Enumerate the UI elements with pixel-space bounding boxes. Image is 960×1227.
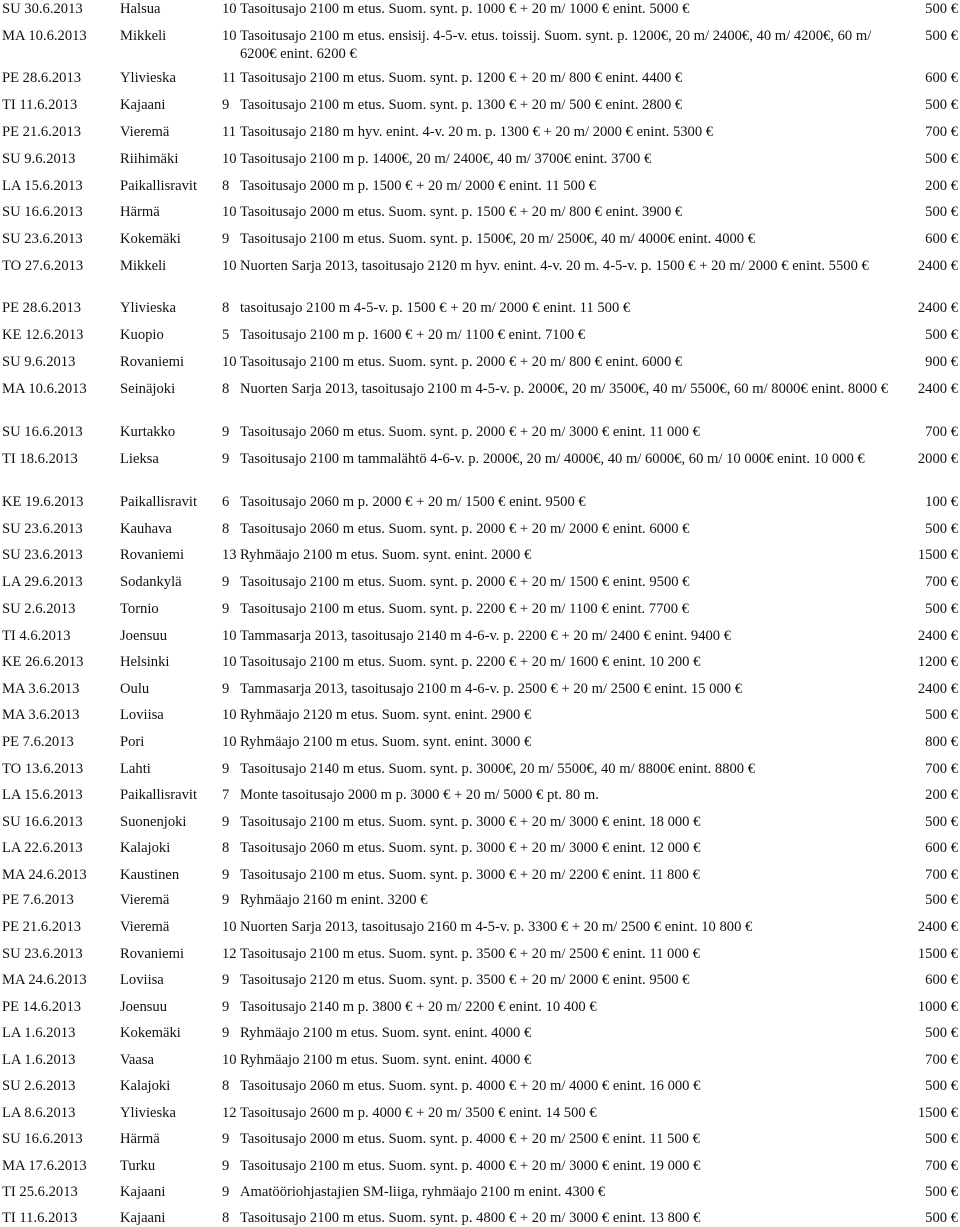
race-description-cell: Nuorten Sarja 2013, tasoitusajo 2120 m hyv. enint. 4-v. 20 m. 4-5-v. p. 1500 € + 20 m/ 2000 € enint. 5500 € xyxy=(240,258,869,274)
date-cell: SU 23.6.2013 xyxy=(2,946,83,962)
entries-cell: 9 xyxy=(222,972,230,988)
place-cell: Lahti xyxy=(120,761,151,777)
place-cell: Kalajoki xyxy=(120,1078,171,1094)
place-cell: Rovaniemi xyxy=(120,946,185,962)
entries-cell: 9 xyxy=(222,97,230,113)
prize-cell: 2400 € xyxy=(917,381,958,397)
race-description-cell: Tasoitusajo 2100 m p. 1400€, 20 m/ 2400€, 40 m/ 3700€ enint. 3700 € xyxy=(240,151,652,167)
prize-cell: 500 € xyxy=(925,814,958,830)
entries-cell: 9 xyxy=(222,574,230,590)
prize-cell: 2400 € xyxy=(917,919,958,935)
place-cell: Kuopio xyxy=(120,327,164,343)
entries-cell: 9 xyxy=(222,681,230,697)
place-cell: Suonenjoki xyxy=(120,814,187,830)
race-description-cell: Tasoitusajo 2100 m tammalähtö 4-6-v. p. 2000€, 20 m/ 4000€, 40 m/ 6000€, 60 m/ 10 000€ enint. 10 000 € xyxy=(240,451,865,467)
race-description-cell: Tasoitusajo 2100 m etus. Suom. synt. p. 1300 € + 20 m/ 500 € enint. 2800 € xyxy=(240,97,683,113)
entries-cell: 13 xyxy=(222,547,237,563)
prize-cell: 100 € xyxy=(925,494,958,510)
place-cell: Joensuu xyxy=(120,999,168,1015)
prize-cell: 600 € xyxy=(925,231,958,247)
race-description-cell: Tasoitusajo 2000 m etus. Suom. synt. p. 4000 € + 20 m/ 2500 € enint. 11 500 € xyxy=(240,1131,700,1147)
race-description-cell: Tasoitusajo 2100 m etus. Suom. synt. p. 2200 € + 20 m/ 1600 € enint. 10 200 € xyxy=(240,654,701,670)
entries-cell: 9 xyxy=(222,601,230,617)
date-cell: KE 12.6.2013 xyxy=(2,327,84,343)
date-cell: LA 1.6.2013 xyxy=(2,1025,76,1041)
place-cell: Härmä xyxy=(120,204,160,220)
race-description-cell: tasoitusajo 2100 m 4-5-v. p. 1500 € + 20 m/ 2000 € enint. 11 500 € xyxy=(240,300,631,316)
prize-cell: 500 € xyxy=(925,204,958,220)
date-cell: LA 8.6.2013 xyxy=(2,1105,76,1121)
race-description-cell: Tasoitusajo 2140 m p. 3800 € + 20 m/ 2200 € enint. 10 400 € xyxy=(240,999,597,1015)
entries-cell: 9 xyxy=(222,1158,230,1174)
place-cell: Loviisa xyxy=(120,707,164,723)
date-cell: PE 21.6.2013 xyxy=(2,124,82,140)
race-description-cell: Tasoitusajo 2100 m etus. Suom. synt. p. 2000 € + 20 m/ 1500 € enint. 9500 € xyxy=(240,574,690,590)
prize-cell: 600 € xyxy=(925,70,958,86)
entries-cell: 11 xyxy=(222,124,237,140)
race-description-cell: Tasoitusajo 2060 m p. 2000 € + 20 m/ 1500 € enint. 9500 € xyxy=(240,494,586,510)
prize-cell: 1200 € xyxy=(917,654,958,670)
entries-cell: 9 xyxy=(222,1184,230,1200)
entries-cell: 10 xyxy=(222,734,237,750)
date-cell: LA 29.6.2013 xyxy=(2,574,83,590)
date-cell: PE 7.6.2013 xyxy=(2,734,74,750)
place-cell: Vieremä xyxy=(120,892,170,908)
race-description-cell: Tasoitusajo 2100 m etus. ensisij. 4-5-v. etus. toissij. Suom. synt. p. 1200€, 20 m/ 2400€, 40 m/ 4200€, 60 m/ 6200€ enint. 6200 € xyxy=(240,28,872,62)
prize-cell: 2400 € xyxy=(917,300,958,316)
race-description-cell: Tasoitusajo 2100 m etus. Suom. synt. p. 1500€, 20 m/ 2500€, 40 m/ 4000€ enint. 4000 € xyxy=(240,231,756,247)
date-cell: MA 3.6.2013 xyxy=(2,707,80,723)
date-cell: LA 1.6.2013 xyxy=(2,1052,76,1068)
entries-cell: 8 xyxy=(222,1210,230,1226)
date-cell: SU 23.6.2013 xyxy=(2,521,83,537)
place-cell: Pori xyxy=(120,734,145,750)
place-cell: Ylivieska xyxy=(120,70,176,86)
date-cell: TO 13.6.2013 xyxy=(2,761,84,777)
place-cell: Kajaani xyxy=(120,1210,166,1226)
place-cell: Halsua xyxy=(120,1,161,17)
entries-cell: 8 xyxy=(222,300,230,316)
prize-cell: 500 € xyxy=(925,1184,958,1200)
prize-cell: 700 € xyxy=(925,424,958,440)
date-cell: SU 2.6.2013 xyxy=(2,601,76,617)
race-description-cell: Tasoitusajo 2120 m etus. Suom. synt. p. 3500 € + 20 m/ 2000 € enint. 9500 € xyxy=(240,972,690,988)
race-description-cell: Tasoitusajo 2000 m etus. Suom. synt. p. 1500 € + 20 m/ 800 € enint. 3900 € xyxy=(240,204,683,220)
prize-cell: 500 € xyxy=(925,151,958,167)
prize-cell: 1500 € xyxy=(917,1105,958,1121)
place-cell: Kurtakko xyxy=(120,424,176,440)
race-description-cell: Tasoitusajo 2100 m etus. Suom. synt. p. 3500 € + 20 m/ 2500 € enint. 11 000 € xyxy=(240,946,700,962)
prize-cell: 1000 € xyxy=(917,999,958,1015)
date-cell: SU 23.6.2013 xyxy=(2,231,83,247)
place-cell: Rovaniemi xyxy=(120,354,185,370)
date-cell: PE 14.6.2013 xyxy=(2,999,82,1015)
place-cell: Paikallisravit xyxy=(120,178,198,194)
race-description-cell: Tasoitusajo 2000 m p. 1500 € + 20 m/ 2000 € enint. 11 500 € xyxy=(240,178,597,194)
race-description-cell: Tasoitusajo 2100 m etus. Suom. synt. p. 4000 € + 20 m/ 3000 € enint. 19 000 € xyxy=(240,1158,701,1174)
entries-cell: 10 xyxy=(222,1052,237,1068)
place-cell: Sodankylä xyxy=(120,574,182,590)
race-description-cell: Tasoitusajo 2100 m etus. Suom. synt. p. 3000 € + 20 m/ 2200 € enint. 11 800 € xyxy=(240,867,700,883)
entries-cell: 9 xyxy=(222,761,230,777)
entries-cell: 9 xyxy=(222,867,230,883)
place-cell: Paikallisravit xyxy=(120,787,198,803)
prize-cell: 1500 € xyxy=(917,946,958,962)
prize-cell: 500 € xyxy=(925,1025,958,1041)
prize-cell: 2400 € xyxy=(917,258,958,274)
entries-cell: 5 xyxy=(222,327,230,343)
date-cell: LA 15.6.2013 xyxy=(2,178,83,194)
race-description-cell: Tasoitusajo 2100 m p. 1600 € + 20 m/ 1100 € enint. 7100 € xyxy=(240,327,586,343)
prize-cell: 500 € xyxy=(925,601,958,617)
race-description-cell: Tasoitusajo 2180 m hyv. enint. 4-v. 20 m. p. 1300 € + 20 m/ 2000 € enint. 5300 € xyxy=(240,124,714,140)
place-cell: Turku xyxy=(120,1158,156,1174)
place-cell: Joensuu xyxy=(120,628,168,644)
entries-cell: 10 xyxy=(222,258,237,274)
date-cell: SU 16.6.2013 xyxy=(2,204,83,220)
entries-cell: 6 xyxy=(222,494,230,510)
race-description-cell: Ryhmäajo 2100 m etus. Suom. synt. enint. 4000 € xyxy=(240,1052,532,1068)
race-description-cell: Ryhmäajo 2100 m etus. Suom. synt. enint. 4000 € xyxy=(240,1025,532,1041)
entries-cell: 12 xyxy=(222,946,237,962)
prize-cell: 500 € xyxy=(925,97,958,113)
entries-cell: 9 xyxy=(222,892,230,908)
date-cell: LA 22.6.2013 xyxy=(2,840,83,856)
place-cell: Helsinki xyxy=(120,654,170,670)
race-description-cell: Tasoitusajo 2060 m etus. Suom. synt. p. 4000 € + 20 m/ 4000 € enint. 16 000 € xyxy=(240,1078,701,1094)
entries-cell: 10 xyxy=(222,1,237,17)
place-cell: Vieremä xyxy=(120,919,170,935)
entries-cell: 8 xyxy=(222,521,230,537)
place-cell: Lieksa xyxy=(120,451,159,467)
entries-cell: 8 xyxy=(222,1078,230,1094)
place-cell: Kokemäki xyxy=(120,1025,181,1041)
entries-cell: 7 xyxy=(222,787,230,803)
prize-cell: 700 € xyxy=(925,1158,958,1174)
date-cell: SU 16.6.2013 xyxy=(2,424,83,440)
prize-cell: 500 € xyxy=(925,1,958,17)
race-description-cell: Ryhmäajo 2100 m etus. Suom. synt. enint. 2000 € xyxy=(240,547,532,563)
prize-cell: 500 € xyxy=(925,892,958,908)
prize-cell: 900 € xyxy=(925,354,958,370)
entries-cell: 10 xyxy=(222,628,237,644)
date-cell: SU 2.6.2013 xyxy=(2,1078,76,1094)
prize-cell: 200 € xyxy=(925,787,958,803)
date-cell: SU 30.6.2013 xyxy=(2,1,83,17)
place-cell: Kajaani xyxy=(120,97,166,113)
race-description-cell: Tasoitusajo 2100 m etus. Suom. synt. p. 1000 € + 20 m/ 1000 € enint. 5000 € xyxy=(240,1,690,17)
prize-cell: 500 € xyxy=(925,521,958,537)
entries-cell: 10 xyxy=(222,204,237,220)
place-cell: Härmä xyxy=(120,1131,160,1147)
race-description-cell: Tasoitusajo 2600 m p. 4000 € + 20 m/ 3500 € enint. 14 500 € xyxy=(240,1105,597,1121)
race-description-cell: Tasoitusajo 2100 m etus. Suom. synt. p. 2200 € + 20 m/ 1100 € enint. 7700 € xyxy=(240,601,689,617)
entries-cell: 10 xyxy=(222,654,237,670)
place-cell: Rovaniemi xyxy=(120,547,185,563)
race-description-cell: Tasoitusajo 2060 m etus. Suom. synt. p. 2000 € + 20 m/ 3000 € enint. 11 000 € xyxy=(240,424,700,440)
entries-cell: 10 xyxy=(222,354,237,370)
entries-cell: 9 xyxy=(222,999,230,1015)
prize-cell: 2000 € xyxy=(917,451,958,467)
entries-cell: 8 xyxy=(222,178,230,194)
place-cell: Loviisa xyxy=(120,972,164,988)
date-cell: MA 10.6.2013 xyxy=(2,28,87,44)
date-cell: SU 23.6.2013 xyxy=(2,547,83,563)
race-description-cell: Monte tasoitusajo 2000 m p. 3000 € + 20 m/ 5000 € pt. 80 m. xyxy=(240,787,599,803)
date-cell: TO 27.6.2013 xyxy=(2,258,84,274)
entries-cell: 10 xyxy=(222,919,237,935)
date-cell: MA 10.6.2013 xyxy=(2,381,87,397)
date-cell: MA 24.6.2013 xyxy=(2,972,87,988)
date-cell: TI 11.6.2013 xyxy=(2,97,78,113)
date-cell: TI 11.6.2013 xyxy=(2,1210,78,1226)
entries-cell: 10 xyxy=(222,707,237,723)
date-cell: MA 3.6.2013 xyxy=(2,681,80,697)
prize-cell: 2400 € xyxy=(917,628,958,644)
race-description-cell: Tasoitusajo 2100 m etus. Suom. synt. p. 3000 € + 20 m/ 3000 € enint. 18 000 € xyxy=(240,814,701,830)
date-cell: SU 16.6.2013 xyxy=(2,814,83,830)
race-description-cell: Nuorten Sarja 2013, tasoitusajo 2100 m 4-5-v. p. 2000€, 20 m/ 3500€, 40 m/ 5500€, 60 m/ 8000€ enint. 8000 € xyxy=(240,381,889,397)
place-cell: Mikkeli xyxy=(120,28,167,44)
date-cell: PE 28.6.2013 xyxy=(2,70,82,86)
date-cell: KE 26.6.2013 xyxy=(2,654,84,670)
date-cell: TI 18.6.2013 xyxy=(2,451,78,467)
prize-cell: 500 € xyxy=(925,1078,958,1094)
race-description-cell: Tasoitusajo 2140 m etus. Suom. synt. p. 3000€, 20 m/ 5500€, 40 m/ 8800€ enint. 8800 € xyxy=(240,761,756,777)
prize-cell: 700 € xyxy=(925,761,958,777)
prize-cell: 600 € xyxy=(925,840,958,856)
prize-cell: 600 € xyxy=(925,972,958,988)
prize-cell: 500 € xyxy=(925,1131,958,1147)
date-cell: PE 21.6.2013 xyxy=(2,919,82,935)
entries-cell: 9 xyxy=(222,451,230,467)
date-cell: SU 9.6.2013 xyxy=(2,151,76,167)
entries-cell: 11 xyxy=(222,70,237,86)
race-description-cell: Tasoitusajo 2100 m etus. Suom. synt. p. 2000 € + 20 m/ 800 € enint. 6000 € xyxy=(240,354,683,370)
race-description-cell: Amatööriohjastajien SM-liiga, ryhmäajo 2100 m enint. 4300 € xyxy=(240,1184,606,1200)
entries-cell: 8 xyxy=(222,381,230,397)
place-cell: Tornio xyxy=(120,601,159,617)
race-description-cell: Tammasarja 2013, tasoitusajo 2140 m 4-6-v. p. 2200 € + 20 m/ 2400 € enint. 9400 € xyxy=(240,628,732,644)
prize-cell: 500 € xyxy=(925,327,958,343)
place-cell: Vieremä xyxy=(120,124,170,140)
prize-cell: 2400 € xyxy=(917,681,958,697)
entries-cell: 10 xyxy=(222,151,237,167)
place-cell: Vaasa xyxy=(120,1052,155,1068)
race-description-cell: Tasoitusajo 2060 m etus. Suom. synt. p. 2000 € + 20 m/ 2000 € enint. 6000 € xyxy=(240,521,690,537)
date-cell: SU 9.6.2013 xyxy=(2,354,76,370)
place-cell: Kokemäki xyxy=(120,231,181,247)
entries-cell: 9 xyxy=(222,231,230,247)
date-cell: SU 16.6.2013 xyxy=(2,1131,83,1147)
entries-cell: 12 xyxy=(222,1105,237,1121)
entries-cell: 9 xyxy=(222,1025,230,1041)
date-cell: MA 17.6.2013 xyxy=(2,1158,87,1174)
date-cell: TI 4.6.2013 xyxy=(2,628,71,644)
date-cell: PE 28.6.2013 xyxy=(2,300,82,316)
prize-cell: 500 € xyxy=(925,707,958,723)
prize-cell: 500 € xyxy=(925,28,958,44)
race-description-cell: Tasoitusajo 2100 m etus. Suom. synt. p. 1200 € + 20 m/ 800 € enint. 4400 € xyxy=(240,70,683,86)
race-description-cell: Ryhmäajo 2160 m enint. 3200 € xyxy=(240,892,428,908)
entries-cell: 10 xyxy=(222,28,237,44)
entries-cell: 8 xyxy=(222,840,230,856)
place-cell: Seinäjoki xyxy=(120,381,176,397)
place-cell: Riihimäki xyxy=(120,151,179,167)
entries-cell: 9 xyxy=(222,814,230,830)
entries-cell: 9 xyxy=(222,424,230,440)
prize-cell: 200 € xyxy=(925,178,958,194)
race-description-cell: Nuorten Sarja 2013, tasoitusajo 2160 m 4-5-v. p. 3300 € + 20 m/ 2500 € enint. 10 800 € xyxy=(240,919,753,935)
place-cell: Ylivieska xyxy=(120,1105,176,1121)
date-cell: LA 15.6.2013 xyxy=(2,787,83,803)
place-cell: Kalajoki xyxy=(120,840,171,856)
place-cell: Kauhava xyxy=(120,521,172,537)
race-description-cell: Ryhmäajo 2100 m etus. Suom. synt. enint. 3000 € xyxy=(240,734,532,750)
entries-cell: 9 xyxy=(222,1131,230,1147)
prize-cell: 700 € xyxy=(925,867,958,883)
date-cell: MA 24.6.2013 xyxy=(2,867,87,883)
date-cell: PE 7.6.2013 xyxy=(2,892,74,908)
date-cell: KE 19.6.2013 xyxy=(2,494,84,510)
prize-cell: 700 € xyxy=(925,1052,958,1068)
place-cell: Mikkeli xyxy=(120,258,167,274)
date-cell: TI 25.6.2013 xyxy=(2,1184,78,1200)
place-cell: Kajaani xyxy=(120,1184,166,1200)
prize-cell: 800 € xyxy=(925,734,958,750)
place-cell: Paikallisravit xyxy=(120,494,198,510)
race-description-cell: Tammasarja 2013, tasoitusajo 2100 m 4-6-v. p. 2500 € + 20 m/ 2500 € enint. 15 000 € xyxy=(240,681,742,697)
race-description-cell: Tasoitusajo 2100 m etus. Suom. synt. p. 4800 € + 20 m/ 3000 € enint. 13 800 € xyxy=(240,1210,701,1226)
place-cell: Kaustinen xyxy=(120,867,180,883)
prize-cell: 700 € xyxy=(925,124,958,140)
prize-cell: 700 € xyxy=(925,574,958,590)
place-cell: Oulu xyxy=(120,681,150,697)
prize-cell: 1500 € xyxy=(917,547,958,563)
prize-cell: 500 € xyxy=(925,1210,958,1226)
race-description-cell: Ryhmäajo 2120 m etus. Suom. synt. enint. 2900 € xyxy=(240,707,532,723)
place-cell: Ylivieska xyxy=(120,300,176,316)
race-description-cell: Tasoitusajo 2060 m etus. Suom. synt. p. 3000 € + 20 m/ 3000 € enint. 12 000 € xyxy=(240,840,701,856)
